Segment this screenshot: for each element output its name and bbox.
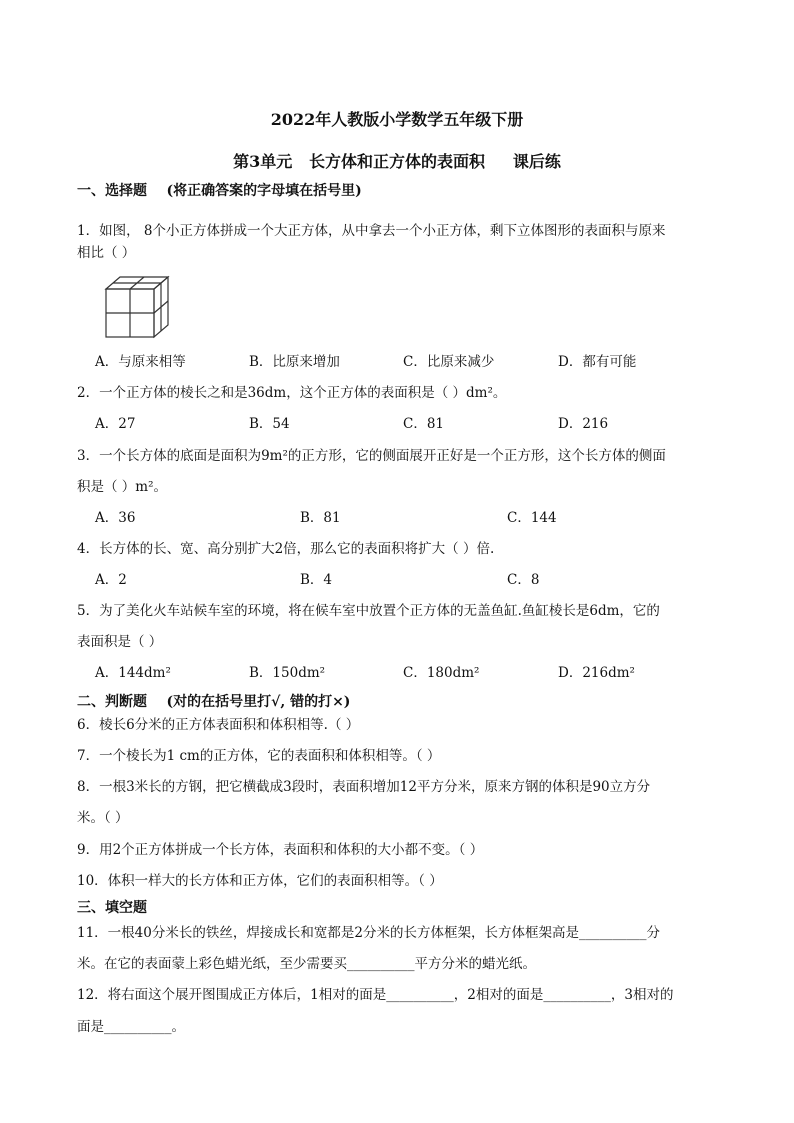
- question-9-text: 9．用2个正方体拼成一个长方体，表面积和体积的大小都不变。（ ）: [77, 842, 484, 858]
- question-3-text: 3．一个长方体的底面是面积为9m²的正方形，它的侧面展开正好是一个正方形，这个长方体的侧面: [77, 448, 666, 464]
- question-5-option-a: A．144dm²: [95, 665, 171, 681]
- question-5-text-cont: 表面积是（ ）: [77, 634, 163, 650]
- question-12-text: 12．将右面这个展开图围成正方体后，1相对的面是__________，2相对的面是__________，3相对的: [77, 987, 674, 1003]
- question-3-option-c: C．144: [507, 510, 557, 526]
- question-1-option-d: D．都有可能: [558, 354, 637, 370]
- question-4-option-a: A．2: [95, 572, 127, 588]
- question-1-text: 1．如图， 8个小正方体拼成一个大正方体，从中拿去一个小正方体，剩下立体图形的表面积与原来: [77, 223, 666, 239]
- question-2-option-a: A．27: [95, 416, 136, 432]
- section-heading-choice: 一、选择题 (将正确答案的字母填在括号里): [77, 183, 362, 199]
- question-3-option-a: A．36: [95, 510, 136, 526]
- question-11-text-cont: 米。在它的表面蒙上彩色蜡光纸，至少需要买__________平方分米的蜡光纸。: [77, 956, 536, 972]
- question-4-text: 4．长方体的长、宽、高分别扩大2倍，那么它的表面积将扩大（ ）倍.: [77, 541, 495, 557]
- section-heading-fill: 三、填空题: [77, 900, 147, 916]
- question-4-option-b: B．4: [300, 572, 333, 588]
- page-subtitle: 第3单元 长方体和正方体的表面积 课后练: [233, 152, 561, 171]
- question-6-text: 6．棱长6分米的正方体表面积和体积相等.（ ）: [77, 717, 360, 733]
- cube-figure: [104, 275, 170, 339]
- question-5-text: 5．为了美化火车站候车室的环境，将在候车室中放置个正方体的无盖鱼缸.鱼缸棱长是6dm，它的: [77, 603, 660, 619]
- question-1-option-b: B．比原来增加: [249, 354, 340, 370]
- question-7-text: 7．一个棱长为1 cm的正方体，它的表面积和体积相等。（ ）: [77, 748, 441, 764]
- question-1-option-a: A．与原来相等: [95, 354, 186, 370]
- question-3-text-cont: 积是（ ）m²。: [77, 479, 168, 495]
- question-11-text: 11．一根40分米长的铁丝，焊接成长和宽都是2分米的长方体框架，长方体框架高是__________分: [77, 925, 660, 941]
- section-heading-judge: 二、判断题 (对的在括号里打√, 错的打×): [77, 694, 351, 710]
- question-1-text-cont: 相比（ ）: [77, 245, 136, 261]
- question-10-text: 10．体积一样大的长方体和正方体，它们的表面积相等。（ ）: [77, 873, 443, 889]
- question-8-text-cont: 米。（ ）: [77, 810, 129, 826]
- question-2-option-c: C．81: [403, 416, 445, 432]
- page-title: 2022年人教版小学数学五年级下册: [270, 110, 524, 129]
- question-8-text: 8．一根3米长的方钢，把它横截成3段时，表面积增加12平方分米，原来方钢的体积是90立方分: [77, 779, 651, 795]
- question-3-option-b: B．81: [300, 510, 341, 526]
- question-5-option-d: D．216dm²: [558, 665, 635, 681]
- question-5-option-c: C．180dm²: [403, 665, 480, 681]
- question-12-text-cont: 面是__________。: [77, 1019, 185, 1035]
- question-4-option-c: C．8: [507, 572, 540, 588]
- question-2-option-b: B．54: [249, 416, 290, 432]
- question-5-option-b: B．150dm²: [249, 665, 326, 681]
- question-2-text: 2．一个正方体的棱长之和是36dm，这个正方体的表面积是（ ）dm²。: [77, 385, 507, 401]
- question-1-option-c: C．比原来减少: [403, 354, 495, 370]
- question-2-option-d: D．216: [558, 416, 609, 432]
